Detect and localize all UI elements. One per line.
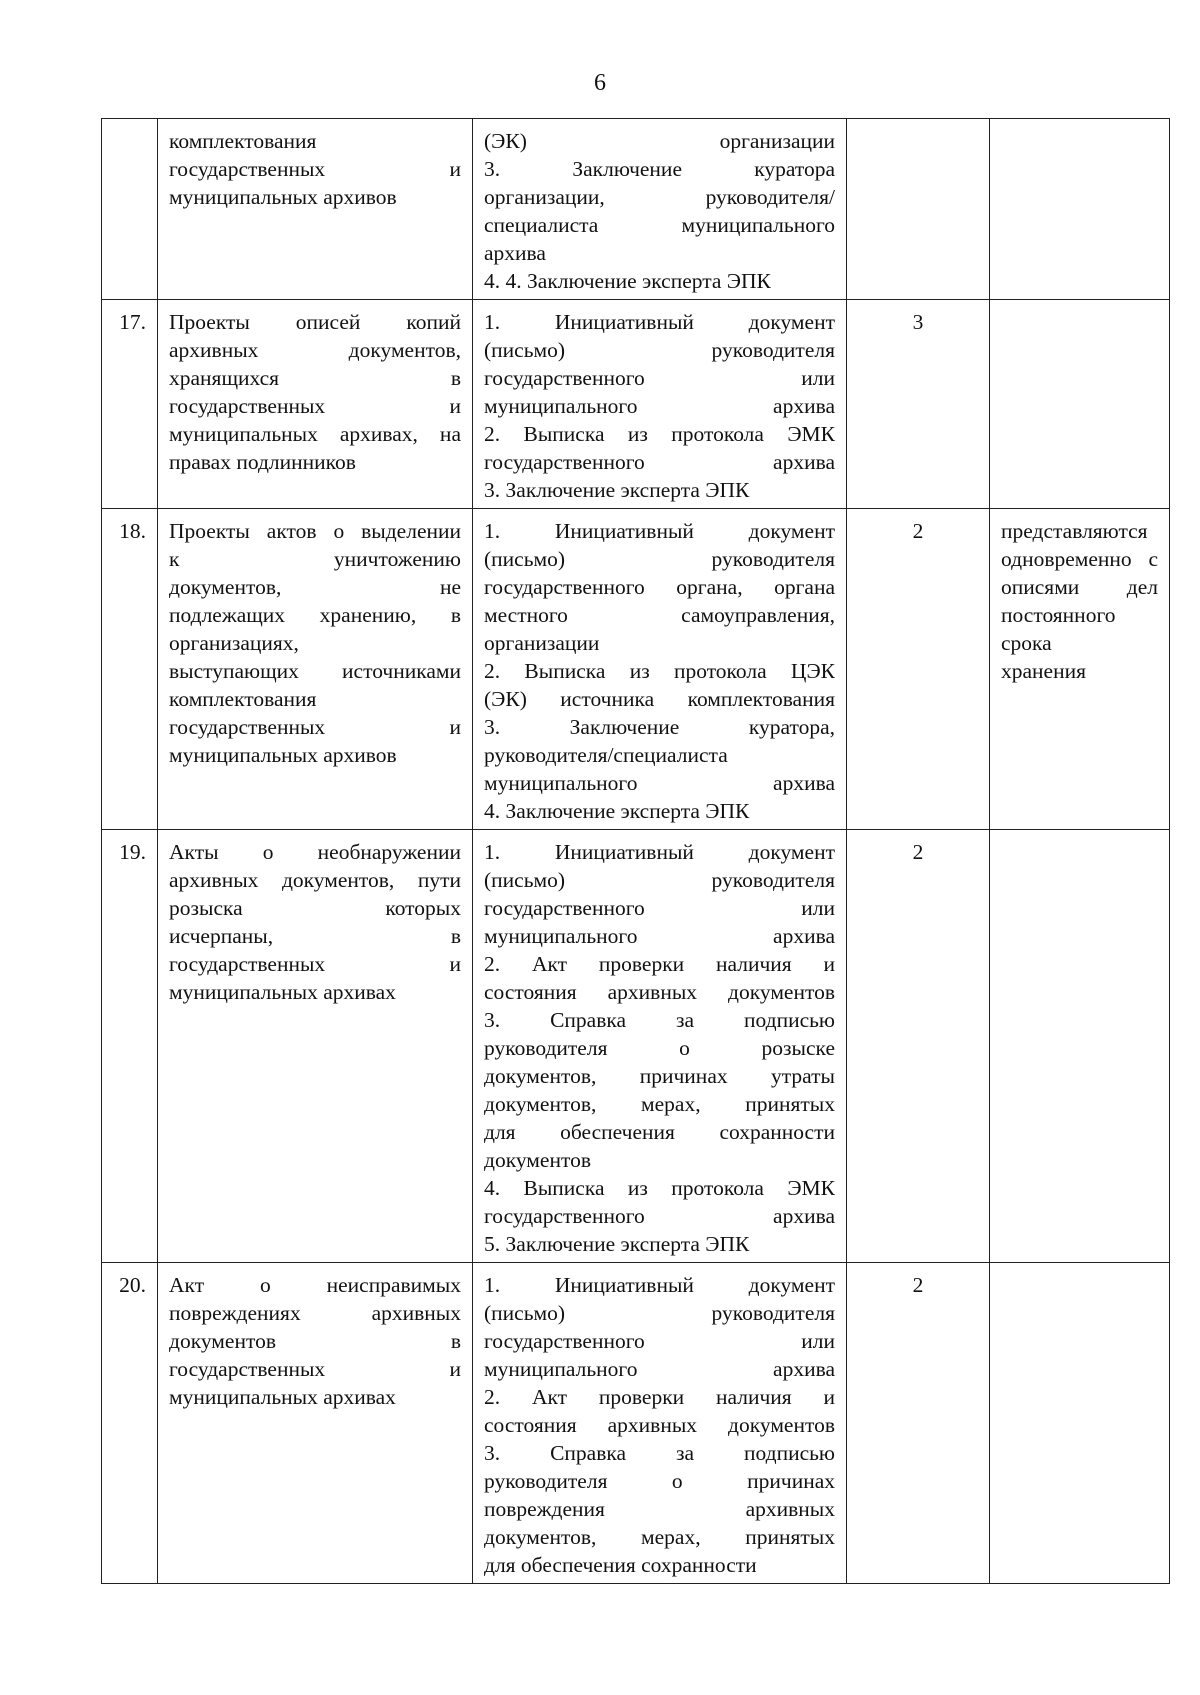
required-document-line: (письмо) руководителя <box>484 868 835 892</box>
required-document-line: государственного или <box>484 1329 835 1353</box>
table-row <box>102 509 1170 830</box>
document-type-line: Проекты описей копий <box>169 310 461 334</box>
row-number-cell <box>102 1263 158 1584</box>
required-document-line: государственного органа, органа <box>484 575 835 599</box>
required-document-line: 4. Заключение эксперта ЭПК <box>484 799 750 823</box>
required-document-line: государственного или <box>484 366 835 390</box>
copies-count: 3 <box>912 310 924 334</box>
document-type-line: архивных документов, пути <box>169 868 461 892</box>
required-document-line: состояния архивных документов <box>484 980 835 1004</box>
note-cell <box>990 1263 1170 1584</box>
document-type-line: розыска которых <box>169 896 461 920</box>
document-type-line: муниципальных архивах <box>169 980 396 1004</box>
document-type-line: подлежащих хранению, в <box>169 603 461 627</box>
required-document-line: (письмо) руководителя <box>484 547 835 571</box>
required-document-line: (ЭК) источника комплектования <box>484 687 835 711</box>
document-type-line: документов, не <box>169 575 461 599</box>
note-cell <box>990 509 1170 830</box>
table-row <box>102 830 1170 1263</box>
copies-count: 2 <box>912 840 924 864</box>
required-document-line: государственного или <box>484 896 835 920</box>
document-type-cell <box>158 119 473 300</box>
required-document-line: 4. 4. Заключение эксперта ЭПК <box>484 269 771 293</box>
required-document-line: 3. Справка за подписью <box>484 1441 835 1465</box>
document-type-line: муниципальных архивов <box>169 185 397 209</box>
required-document-line: документов, мерах, принятых <box>484 1525 835 1549</box>
row-number: 18. <box>119 519 146 543</box>
required-document-line: специалиста муниципального <box>484 213 835 237</box>
required-document-line: муниципального архива <box>484 771 835 795</box>
note-line: одновременно с <box>1001 547 1158 571</box>
required-document-line: документов, мерах, принятых <box>484 1092 835 1116</box>
required-document-line: 5. Заключение эксперта ЭПК <box>484 1232 750 1256</box>
document-type-line: муниципальных архивах, на <box>169 422 461 446</box>
required-document-line: документов <box>484 1148 591 1172</box>
required-document-line: организации <box>484 631 600 655</box>
document-type-line: государственных и <box>169 952 461 976</box>
required-document-line: 2. Акт проверки наличия и <box>484 952 835 976</box>
document-type-line: муниципальных архивах <box>169 1385 396 1409</box>
required-document-line: для обеспечения сохранности <box>484 1120 835 1144</box>
documents-table <box>101 118 1170 1584</box>
document-type-line: комплектования <box>169 687 317 711</box>
required-document-line: 2. Выписка из протокола ЦЭК <box>484 659 835 683</box>
required-document-line: руководителя/специалиста <box>484 743 728 767</box>
required-documents-cell <box>473 300 847 509</box>
document-type-line: Проекты актов о выделении <box>169 519 461 543</box>
document-type-line: государственных и <box>169 715 461 739</box>
note-cell <box>990 830 1170 1263</box>
document-type-line: муниципальных архивов <box>169 743 397 767</box>
copies-count-cell <box>847 1263 990 1584</box>
document-type-line: Акт о неисправимых <box>169 1273 461 1297</box>
required-documents-cell <box>473 830 847 1263</box>
row-number-cell <box>102 509 158 830</box>
required-document-line: муниципального архива <box>484 394 835 418</box>
document-type-cell <box>158 1263 473 1584</box>
note-cell <box>990 119 1170 300</box>
table-row <box>102 300 1170 509</box>
document-type-cell <box>158 300 473 509</box>
required-document-line: местного самоуправления, <box>484 603 835 627</box>
required-document-line: 4. Выписка из протокола ЭМК <box>484 1176 835 1200</box>
row-number-cell <box>102 830 158 1263</box>
copies-count-cell <box>847 830 990 1263</box>
required-document-line: 2. Выписка из протокола ЭМК <box>484 422 835 446</box>
required-document-line: 1. Инициативный документ <box>484 519 835 543</box>
required-document-line: документов, причинах утраты <box>484 1064 835 1088</box>
document-type-line: хранящихся в <box>169 366 461 390</box>
required-document-line: 3. Заключение куратора <box>484 157 835 181</box>
required-document-line: муниципального архива <box>484 1357 835 1381</box>
copies-count-cell <box>847 509 990 830</box>
document-type-cell <box>158 830 473 1263</box>
required-document-line: 3. Заключение эксперта ЭПК <box>484 478 750 502</box>
required-document-line: 1. Инициативный документ <box>484 310 835 334</box>
document-type-line: организациях, <box>169 631 299 655</box>
row-number-cell <box>102 119 158 300</box>
document-type-line: исчерпаны, в <box>169 924 461 948</box>
required-document-line: для обеспечения сохранности <box>484 1553 757 1577</box>
row-number-cell <box>102 300 158 509</box>
table-row <box>102 119 1170 300</box>
copies-count-cell <box>847 300 990 509</box>
table-row <box>102 1263 1170 1584</box>
document-type-line: к уничтожению <box>169 547 461 571</box>
document-type-cell <box>158 509 473 830</box>
required-document-line: руководителя о розыске <box>484 1036 835 1060</box>
document-type-line: государственных и <box>169 394 461 418</box>
copies-count: 2 <box>912 519 924 543</box>
note-line: постоянного срока <box>1001 603 1116 655</box>
document-type-line: комплектования <box>169 129 317 153</box>
document-type-line: Акты о необнаружении <box>169 840 461 864</box>
required-document-line: 3. Справка за подписью <box>484 1008 835 1032</box>
copies-count-cell <box>847 119 990 300</box>
required-documents-cell <box>473 509 847 830</box>
row-number: 20. <box>119 1273 146 1297</box>
required-document-line: государственного архива <box>484 1204 835 1228</box>
document-type-line: документов в <box>169 1329 461 1353</box>
required-document-line: 1. Инициативный документ <box>484 840 835 864</box>
note-cell <box>990 300 1170 509</box>
required-documents-cell <box>473 1263 847 1584</box>
required-document-line: 1. Инициативный документ <box>484 1273 835 1297</box>
required-document-line: (письмо) руководителя <box>484 1301 835 1325</box>
note-line: хранения <box>1001 659 1086 683</box>
note-line: описями дел <box>1001 575 1158 599</box>
required-document-line: 2. Акт проверки наличия и <box>484 1385 835 1409</box>
required-document-line: архива <box>484 241 546 265</box>
required-document-line: состояния архивных документов <box>484 1413 835 1437</box>
copies-count: 2 <box>912 1273 924 1297</box>
required-document-line: муниципального архива <box>484 924 835 948</box>
document-type-line: выступающих источниками <box>169 659 461 683</box>
required-document-line: организации, руководителя/ <box>484 185 835 209</box>
required-document-line: (письмо) руководителя <box>484 338 835 362</box>
row-number: 19. <box>119 840 146 864</box>
document-type-line: повреждениях архивных <box>169 1301 461 1325</box>
document-type-line: правах подлинников <box>169 450 356 474</box>
required-document-line: 3. Заключение куратора, <box>484 715 835 739</box>
note-line: представляются <box>1001 519 1148 543</box>
document-type-line: государственных и <box>169 157 461 181</box>
row-number: 17. <box>119 310 146 334</box>
required-document-line: государственного архива <box>484 450 835 474</box>
table-body <box>102 119 1170 1584</box>
required-document-line: руководителя о причинах <box>484 1469 835 1493</box>
required-document-line: повреждения архивных <box>484 1497 835 1521</box>
page-number: 6 <box>594 70 606 96</box>
document-type-line: государственных и <box>169 1357 461 1381</box>
required-document-line: (ЭК) организации <box>484 129 835 153</box>
document-type-line: архивных документов, <box>169 338 461 362</box>
required-documents-cell <box>473 119 847 300</box>
